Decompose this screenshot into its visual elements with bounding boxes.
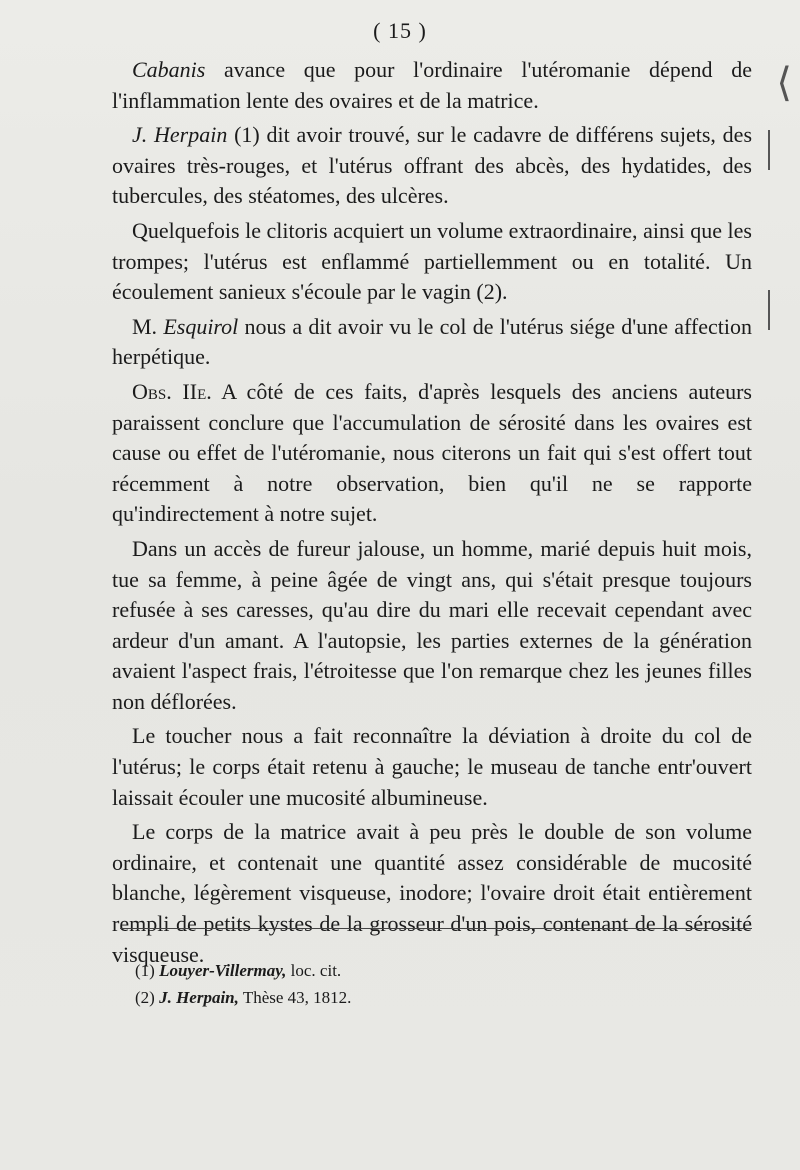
page-number: ( 15 ): [373, 18, 427, 43]
footnote-author: Louyer-Villermay,: [159, 961, 287, 980]
author-name: Cabanis: [132, 57, 206, 82]
footnote-divider: [120, 928, 752, 929]
footnote-author: J. Herpain,: [159, 988, 239, 1007]
paragraph: [112, 817, 752, 970]
footnote-marker: (1): [135, 961, 160, 980]
margin-edge-mark: [768, 290, 770, 330]
footnote-marker: (2): [135, 988, 160, 1007]
footnote: [135, 984, 735, 1011]
paragraph-text: nous a dit avoir vu le col de l'utérus siége d'une affection herpétique.: [112, 313, 752, 370]
footnote-text: loc. cit.: [286, 961, 342, 980]
author-name: Esquirol: [163, 313, 239, 339]
body-text: [112, 55, 752, 974]
paragraph-text: avance que pour l'ordinaire l'utéromanie dépend de l'inflammation lente des ovaires et de la matrice.: [112, 57, 752, 113]
paragraph: [112, 377, 752, 530]
paragraph-text: A côté de ces faits, d'après lesquels des anciens auteurs paraissent conclure que l'accumulation de sérosité dans les ovaires est cause ou effet de l'utéromanie, nous citerons un fait qui s'est offert tout récemment à notre observation, bien qu'il ne se rapporte qu'indirectement à notre sujet.: [112, 378, 752, 527]
footnotes: [135, 957, 735, 1011]
paragraph: [112, 721, 752, 813]
paragraph: [112, 120, 752, 212]
footnote-text: Thèse 43, 1812.: [238, 988, 352, 1007]
paragraph-text: Le corps de la matrice avait à peu près le double de son volume ordinaire, et contenait une quantité assez considérable de mucosité blanche, légèrement visqueuse, inodore; l'ovaire droit était entièrement rempli de petits kystes de la grosseur d'un pois, contenant de la sérosité visqueuse.: [112, 819, 752, 967]
observation-label: Obs. IIe.: [132, 378, 212, 404]
paragraph: [112, 55, 752, 116]
paragraph-text: Le toucher nous a fait reconnaître la déviation à droite du col de l'utérus; le corps était retenu à gauche; le museau de tanche entr'ouvert laissait écouler une mucosité albumineuse.: [112, 723, 752, 810]
paragraph-text: (1) dit avoir trouvé, sur le cadavre de différens sujets, des ovaires très-rouges, et l'utérus offrant des abcès, des hydatides, des tubercules, des stéatomes, des ulcères.: [112, 122, 752, 209]
margin-bracket-mark: ⟨: [776, 60, 792, 106]
author-name: J. Herpain: [132, 122, 228, 148]
paragraph-text: Dans un accès de fureur jalouse, un homme, marié depuis huit mois, tue sa femme, à peine âgée de vingt ans, qui s'était presque toujours refusée à ses caresses, qu'au dire du mari elle recevait cependant avec ardeur d'un amant. A l'autopsie, les parties externes de la génération avaient l'aspect frais, l'étroitesse que l'on remarque chez les jeunes filles non déflorées.: [112, 535, 752, 714]
paragraph-text: Quelquefois le clitoris acquiert un volume extraordinaire, ainsi que les trompes; l'utérus est enflammé partiellemment ou en totalité. Un écoulement sanieux s'écoule par le vagin (2).: [112, 217, 752, 305]
paragraph: [112, 312, 752, 373]
footnote: [135, 957, 735, 984]
honorific: M.: [132, 313, 164, 339]
margin-edge-mark: [768, 130, 770, 170]
paragraph: [112, 216, 752, 308]
paragraph: [112, 534, 752, 718]
